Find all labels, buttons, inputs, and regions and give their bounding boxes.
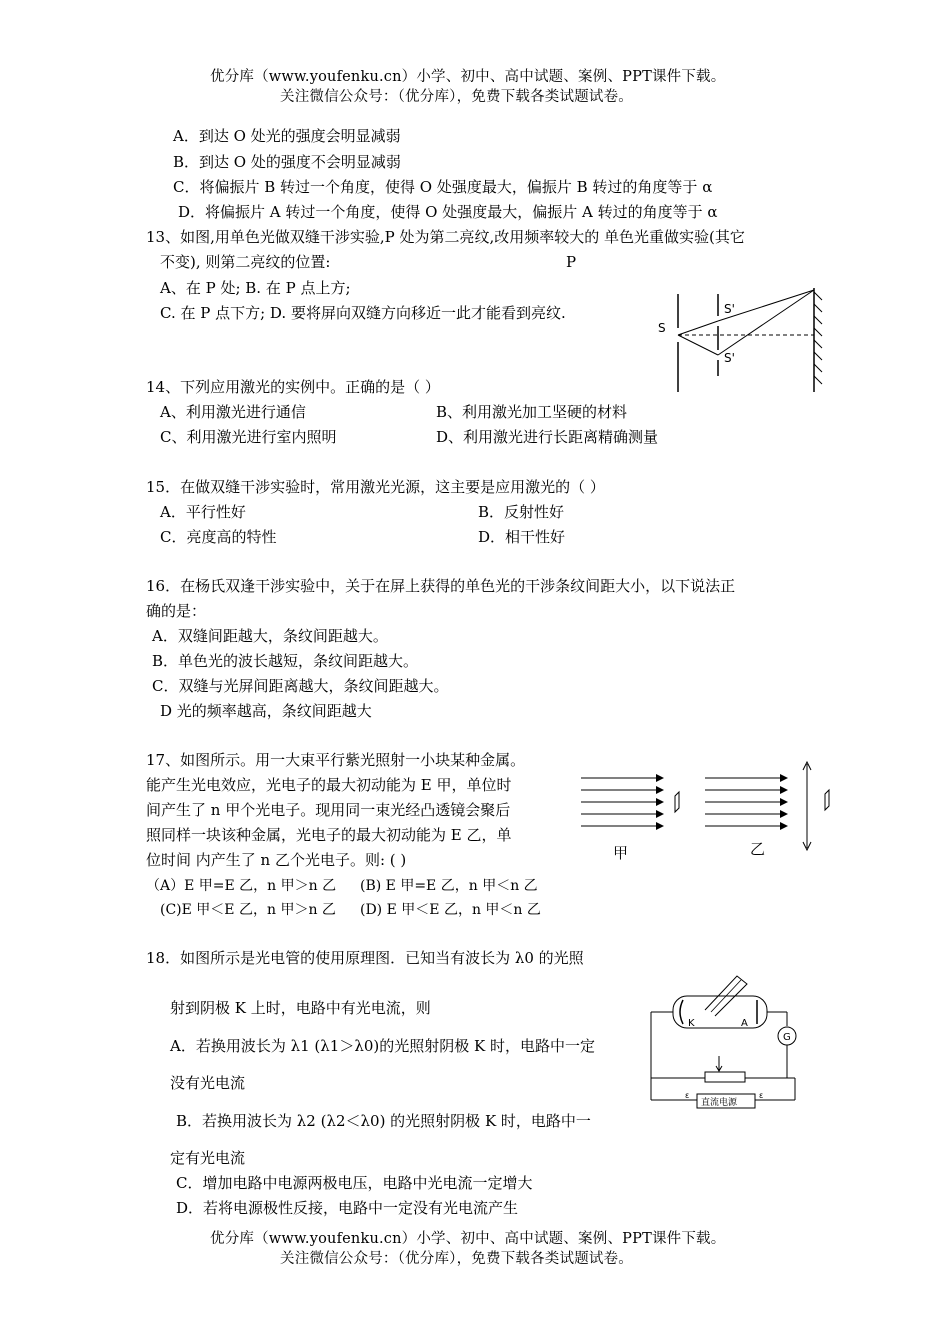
q14-stem: 14、下列应用激光的实例中。正确的是（ ） [146, 378, 440, 396]
q13-double-slit-figure [650, 280, 840, 400]
q17-stem-line-2: 能产生光电效应，光电子的最大初动能为 E 甲，单位时 [146, 776, 512, 794]
q13-stem-line-2: 不变), 则第二亮纹的位置: [160, 253, 331, 271]
q15-option-b: B．反射性好 [478, 503, 565, 521]
q17-light-figure [575, 758, 845, 868]
header-line-1: 优分库（www.youfenku.cn）小学、初中、高中试题、案例、PPT课件下载。 [210, 69, 726, 85]
q13-fig-s-label: S [658, 321, 666, 335]
q15-option-a: A．平行性好 [160, 503, 246, 521]
q18-fig-plus-label: ε [759, 1091, 764, 1100]
footer-line-1: 优分库（www.youfenku.cn）小学、初中、高中试题、案例、PPT课件下载。 [210, 1231, 726, 1247]
q16-stem-line-2: 确的是： [146, 602, 207, 620]
q13-options-cd: C. 在 P 点下方; D. 要将屏向双缝方向移近一此才能看到亮纹. [160, 304, 566, 322]
q12-option-d: D．将偏振片 A 转过一个角度，使得 O 处强度最大，偏振片 A 转过的角度等于 α [178, 203, 718, 221]
q15-option-d: D．相干性好 [478, 528, 566, 546]
q17-fig-jia-label: 甲 [613, 844, 629, 862]
q17-stem-line-3: 间产生了 n 甲个光电子。现用同一束光经凸透镜会聚后 [146, 801, 511, 819]
q18-stem-line-1: 18．如图所示是光电管的使用原理图．已知当有波长为 λ0 的光照 [146, 949, 584, 967]
q13-fig-s1-label: S' [724, 302, 735, 316]
q17-stem-line-5: 位时间 内产生了 n 乙个光电子。则: ( ) [146, 851, 407, 869]
q18-stem-line-2: 射到阴极 K 上时，电路中有光电流，则 [170, 999, 431, 1017]
q16-option-a: A．双缝间距越大，条纹间距越大。 [152, 627, 388, 645]
q16-option-b: B．单色光的波长越短，条纹间距越大。 [152, 652, 419, 670]
q18-option-b-line-2: 定有光电流 [170, 1149, 246, 1167]
q13-stem-line-1: 13、如图,用单色光做双缝干涉实验,P 处为第二亮纹,改用频率较大的 单色光重做实验(其它 [146, 228, 745, 246]
q12-option-b: B．到达 O 处的强度不会明显减弱 [173, 153, 401, 171]
q12-option-c: C．将偏振片 B 转过一个角度，使得 O 处强度最大，偏振片 B 转过的角度等于 α [173, 178, 713, 196]
q18-option-b-line-1: B．若换用波长为 λ2 (λ2＜λ0) 的光照射阴极 K 时，电路中一 [176, 1112, 591, 1130]
q17-option-b: (B) E 甲=E 乙，n 甲＜n 乙 [360, 878, 538, 894]
q14-option-d: D、利用激光进行长距离精确测量 [436, 428, 659, 446]
q18-option-a-line-2: 没有光电流 [170, 1074, 246, 1092]
q18-phototube-circuit [645, 970, 805, 1120]
q17-stem-line-1: 17、如图所示。用一大束平行紫光照射一小块某种金属。 [146, 751, 526, 769]
q17-option-d: (D) E 甲＜E 乙，n 甲＜n 乙 [360, 902, 541, 918]
header-line-2: 关注微信公众号：（优分库），免费下载各类试题试卷。 [280, 89, 633, 105]
q18-fig-g-label: G [783, 1032, 791, 1043]
q18-fig-k-label: K [688, 1018, 695, 1029]
q16-stem-line-1: 16．在杨氏双逢干涉实验中，关于在屏上获得的单色光的干涉条纹间距大小，以下说法正 [146, 577, 736, 595]
q15-option-c: C．亮度高的特性 [160, 528, 277, 546]
q18-option-d: D．若将电源极性反接，电路中一定没有光电流产生 [176, 1199, 519, 1217]
q15-stem: 15．在做双缝干涉实验时，常用激光光源，这主要是应用激光的（ ） [146, 478, 605, 496]
q17-stem-line-4: 照同样一块该种金属，光电子的最大初动能为 E 乙，单 [146, 826, 512, 844]
q14-option-a: A、利用激光进行通信 [160, 403, 306, 421]
q12-option-a: A．到达 O 处光的强度会明显减弱 [173, 127, 401, 145]
q17-option-a: （A）E 甲=E 乙，n 甲＞n 乙 [146, 878, 337, 894]
q16-option-c: C．双缝与光屏间距离越大，条纹间距越大。 [152, 677, 449, 695]
q13-p-label: P [566, 253, 577, 271]
q18-option-a-line-1: A．若换用波长为 λ1 (λ1＞λ0)的光照射阴极 K 时，电路中一定 [170, 1037, 595, 1055]
q17-fig-yi-label: 乙 [750, 840, 766, 858]
q18-fig-source-label: 直流电源 [701, 1098, 738, 1108]
q17-option-c: (C)E 甲＜E 乙，n 甲＞n 乙 [160, 902, 336, 918]
q18-fig-minus-label: ε [685, 1091, 690, 1100]
q13-fig-s2-label: S' [724, 351, 735, 365]
q18-option-c: C．增加电路中电源两极电压，电路中光电流一定增大 [176, 1174, 533, 1192]
q13-options-ab: A、在 P 处; B. 在 P 点上方; [160, 279, 351, 297]
q18-fig-a-label: A [741, 1018, 748, 1029]
footer-line-2: 关注微信公众号：（优分库），免费下载各类试题试卷。 [280, 1251, 633, 1267]
q16-option-d: D 光的频率越高，条纹间距越大 [160, 702, 372, 720]
q14-option-b: B、利用激光加工坚硬的材料 [436, 403, 628, 421]
q14-option-c: C、利用激光进行室内照明 [160, 428, 337, 446]
